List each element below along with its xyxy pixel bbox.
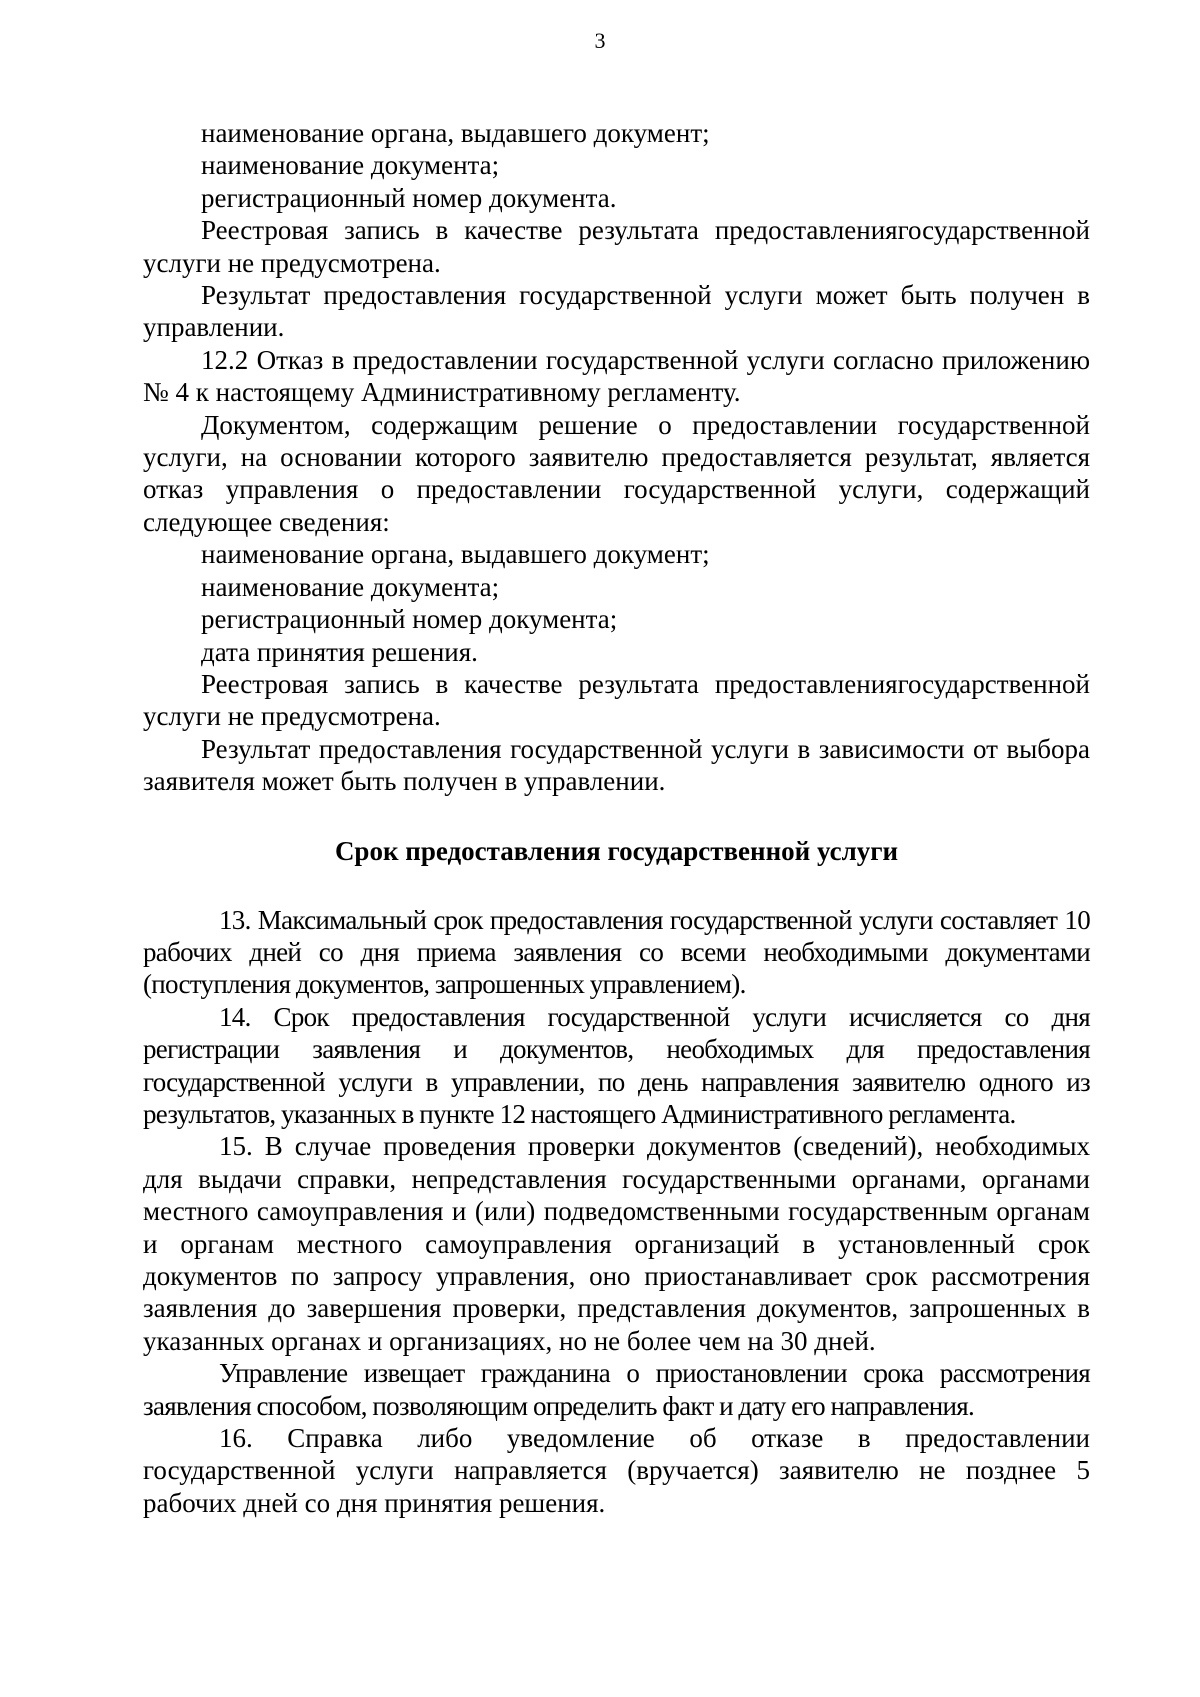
list-item: дата принятия решения. <box>201 636 478 667</box>
paragraph-13: 13. Максимальный срок предоставления государственной услуги составляет 10 рабочих дней со дня приема заявления со всеми необходимыми документами (поступления документов, запрошенных управлением). <box>143 904 1090 1000</box>
section-heading: Срок предоставления государственной услуги <box>334 835 899 866</box>
document-details-list <box>143 117 1090 214</box>
paragraph: Результат предоставления государственной услуги может быть получен в управлении. <box>143 280 1090 343</box>
paragraph: Реестровая запись в качестве результата предоставлениягосударственной услуги не предусмотрена. <box>143 215 1090 278</box>
paragraph: Результат предоставления государственной услуги в зависимости от выбора заявителя может быть получен в управлении. <box>143 733 1090 797</box>
refusal-details-list <box>143 538 1090 668</box>
list-item: регистрационный номер документа; <box>201 604 618 635</box>
paragraph-14: 14. Срок предоставления государственной услуги исчисляется со дня регистрации заявления и документов, необходимых для предоставления государственной услуги в управлении, по день направления заявителю одного из результатов, указанных в пункте 12 настоящего Административного регламента. <box>143 1001 1090 1129</box>
page-number: 3 <box>594 28 606 53</box>
list-item: наименование органа, выдавшего документ; <box>201 118 710 148</box>
paragraph: Реестровая запись в качестве результата предоставлениягосударственной услуги не предусмотрена. <box>143 668 1090 732</box>
paragraph-15: 15. В случае проведения проверки документов (сведений), необходимых для выдачи справки, непредставления государственными органами, органами местного самоуправления и (или) подведомственными государственным органам и органам местного самоуправления организаций в установленный срок документов по запросу управления, оно приостанавливает срок рассмотрения заявления до завершения проверки, представления документов, запрошенных в указанных органах и организациях, но не более чем на 30 дней. <box>143 1131 1090 1356</box>
list-item: регистрационный номер документа. <box>201 182 617 213</box>
list-item: наименование документа; <box>201 150 500 181</box>
document-body <box>143 117 1090 1519</box>
list-item: наименование документа; <box>201 571 500 602</box>
paragraph-16: 16. Справка либо уведомление об отказе в предоставлении государственной услуги направляется (вручается) заявителю не позднее 5 рабочих дней со дня принятия решения. <box>143 1423 1090 1518</box>
list-item: наименование органа, выдавшего документ; <box>201 539 710 570</box>
paragraph: Документом, содержащим решение о предоставлении государственной услуги, на основании которого заявителю предоставляется результат, является отказ управления о предоставлении государственной услуги, содержащий следующее сведения: <box>143 409 1090 537</box>
paragraph: 12.2 Отказ в предоставлении государственной услуги согласно приложению № 4 к настоящему Административному регламенту. <box>143 344 1090 408</box>
paragraph-15-notice: Управление извещает гражданина о приостановлении срока рассмотрения заявления способом, позволяющим определить факт и дату его направления. <box>143 1358 1090 1421</box>
